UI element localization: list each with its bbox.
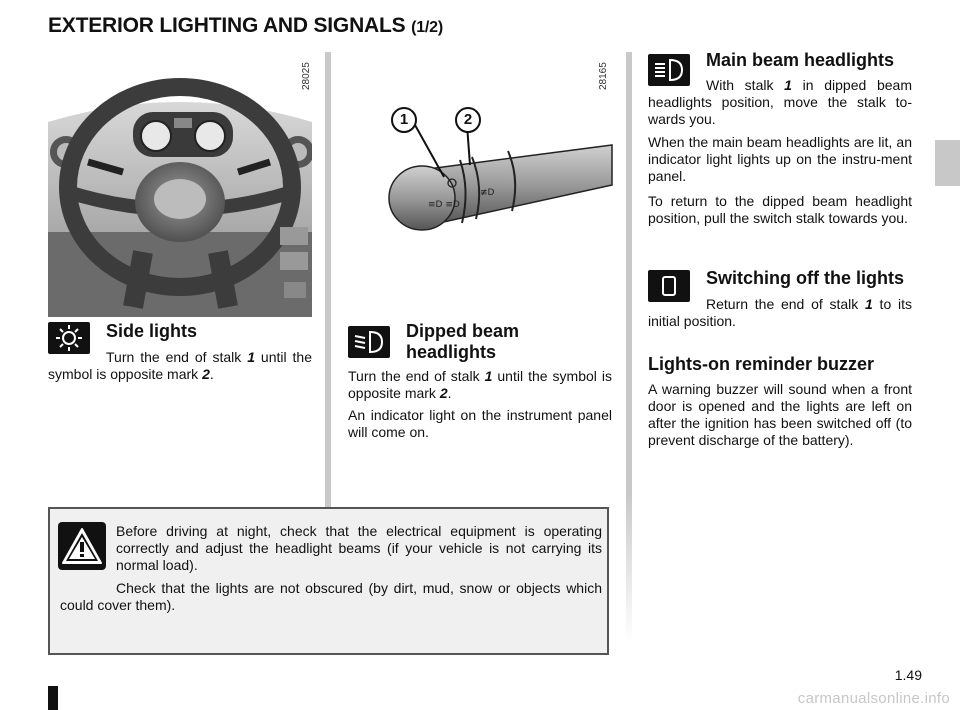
dipped-beam-heading-line1: Dipped beam <box>406 321 520 341</box>
figure-label-1: 1 <box>391 107 417 133</box>
side-lights-text <box>48 349 312 383</box>
reminder-heading: Lights-on reminder buzzer <box>648 354 875 374</box>
side-lights-text-c: . <box>209 366 214 382</box>
dipped-beam-text-1c: . <box>447 385 452 401</box>
bottom-marker <box>48 686 58 710</box>
page-title-text: EXTERIOR LIGHTING AND SIGNALS <box>48 14 406 37</box>
main-beam-text-3: To return to the dipped beam headlight position, pull the switch stalk towards you. <box>648 193 912 226</box>
switch-off-text-a: Return the end of stalk <box>706 296 866 312</box>
warning-text-1: Before driving at night, check that the electrical equipment is operating correctly and adjust the headlight beams (if your vehicle is not carrying its normal load). <box>116 523 602 573</box>
dipped-beam-text-1a: Turn the end of stalk <box>348 368 485 384</box>
side-lights-mark-ref: 2 <box>202 366 210 382</box>
warning-box <box>48 507 609 655</box>
switch-off-stalk-ref: 1 <box>865 296 873 312</box>
dipped-beam-heading-line2: headlights <box>406 342 497 362</box>
section-tab <box>935 140 960 186</box>
dipped-beam-mark-ref: 2 <box>439 385 448 401</box>
side-lights-text-b: until the symbol is opposite mark <box>48 349 312 382</box>
side-lights-heading: Side lights <box>106 321 198 341</box>
side-lights-text-a: Turn the end of stalk <box>106 349 248 365</box>
svg-text:≡D ≡D: ≡D ≡D <box>428 200 460 210</box>
main-beam-text-2: When the main beam headlights are lit, an indicator light lights up on the instru-ment panel. <box>648 134 912 184</box>
switch-off-text-b: to its initial position. <box>648 296 912 329</box>
main-beam-heading: Main beam headlights <box>706 50 895 70</box>
dipped-beam-stalk-ref: 1 <box>484 368 493 384</box>
main-beam-text-1a: With stalk <box>706 77 785 93</box>
warning-triangle-icon <box>58 522 106 570</box>
dashboard-figure <box>48 52 312 317</box>
dashboard-illustration <box>48 52 312 317</box>
dipped-beam-heading <box>406 321 519 363</box>
dipped-beam-text-1 <box>348 368 612 402</box>
dipped-beam-text-1b: until the symbol is opposite mark <box>348 368 612 401</box>
page-title <box>48 14 443 38</box>
column-divider-right <box>626 52 632 642</box>
figure-code-dashboard: 28025 <box>301 62 312 90</box>
main-beam-text-1 <box>648 77 912 128</box>
page-number: 1.49 <box>894 667 922 683</box>
warning-text-2: Check that the lights are not obscured (by dirt, mud, snow or objects which could cover them). <box>60 580 602 613</box>
reminder-text: A warning buzzer will sound when a front door is opened and the lights are left on after the ignition has been switched off (to prevent discharge of the battery). <box>648 381 912 448</box>
dipped-beam-icon <box>348 326 390 358</box>
main-beam-text-1b: in dipped beam headlights position, move the stalk to-wards you. <box>648 77 912 127</box>
switch-off-heading: Switching off the lights <box>706 268 904 288</box>
figure-code-stalk: 28165 <box>598 62 609 90</box>
page-title-part: (1/2) <box>411 19 443 36</box>
main-beam-stalk-ref: 1 <box>784 77 792 93</box>
side-lights-stalk-ref: 1 <box>247 349 255 365</box>
svg-text:≢D: ≢D <box>480 188 495 198</box>
column-divider-left <box>325 52 331 507</box>
dipped-beam-text-2: An indicator light on the instrument panel will come on. <box>348 407 612 440</box>
switch-off-text <box>648 296 912 330</box>
figure-label-2: 2 <box>455 107 481 133</box>
watermark: carmanualsonline.info <box>797 690 950 707</box>
